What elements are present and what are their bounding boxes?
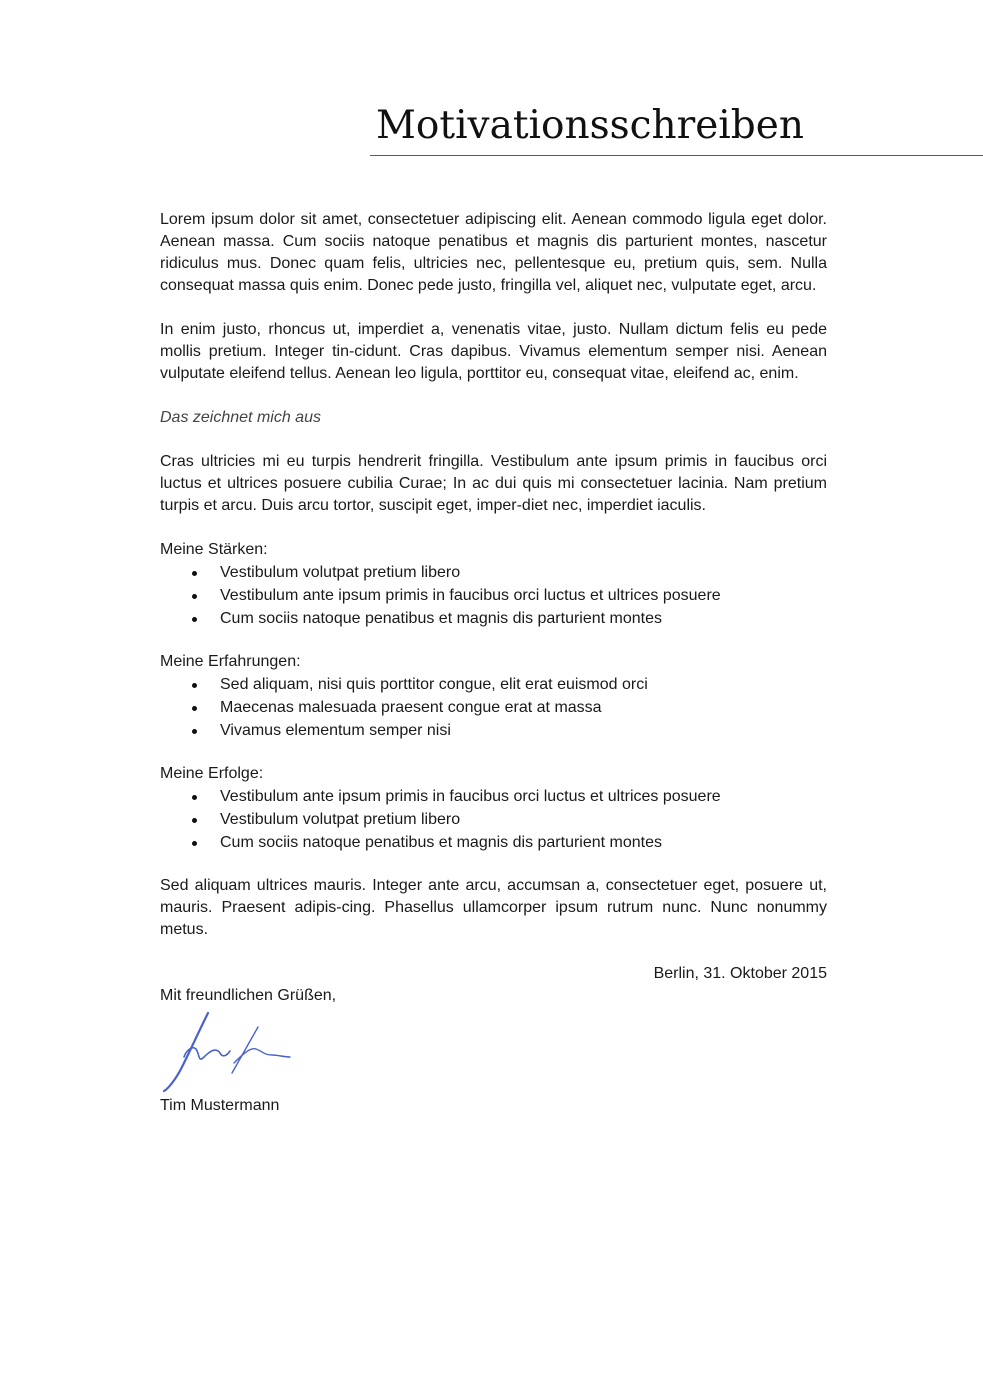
bullet-icon — [192, 683, 197, 688]
successes-list — [160, 785, 827, 854]
list-item-text: Cum sociis natoque penatibus et magnis dis parturient montes — [220, 610, 663, 627]
closing-greeting: Mit freundlichen Grüßen, — [160, 987, 337, 1004]
list-item — [160, 673, 827, 696]
list-item-text: Sed aliquam, nisi quis porttitor congue, elit erat euismod orci — [220, 676, 648, 693]
bullet-icon — [192, 841, 197, 846]
experiences-list — [160, 673, 827, 742]
second-paragraph: In enim justo, rhoncus ut, imperdiet a, venenatis vitae, justo. Nullam dictum felis eu pede mollis pretium. Integer tin-cidunt. Cras dapibus. Vivamus elementum semper nisi. Aenean vulputate eleifend tellus. Aenean leo ligula, porttitor eu, consequat vitae, eleifend ac, enim. — [160, 321, 827, 382]
list-item — [160, 808, 827, 831]
bullet-icon — [192, 594, 197, 599]
intro-paragraph: Lorem ipsum dolor sit amet, consectetuer adipiscing elit. Aenean commodo ligula eget dolor. Aenean massa. Cum sociis natoque penatibus et magnis dis parturient montes, nascetur ridiculus mus. Donec quam felis, ultricies nec, pellentesque eu, pretium quis, sem. Nulla consequat massa quis enim. Donec pede justo, fringilla vel, aliquet nec, vulputate eget, arcu. — [160, 211, 827, 294]
strengths-label: Meine Stärken: — [160, 541, 268, 558]
bullet-icon — [192, 706, 197, 711]
closing-paragraph: Sed aliquam ultrices mauris. Integer ante arcu, accumsan a, consectetuer eget, posuere ut, mauris. Praesent adipis-cing. Phasellus ullamcorper ipsum rutrum nunc. Nunc nonummy metus. — [160, 877, 827, 938]
list-item — [160, 719, 827, 742]
place-date: Berlin, 31. Oktober 2015 — [653, 965, 827, 982]
list-item-text: Vestibulum ante ipsum primis in faucibus orci luctus et ultrices posuere — [220, 788, 721, 805]
list-item-text: Vestibulum volutpat pretium libero — [220, 564, 461, 581]
list-item — [160, 607, 827, 630]
letter-body — [160, 209, 827, 1117]
list-item — [160, 584, 827, 607]
bullet-icon — [192, 729, 197, 734]
list-item-text: Maecenas malesuada praesent congue erat at massa — [220, 699, 602, 716]
list-item-text: Vestibulum volutpat pretium libero — [220, 811, 461, 828]
section-subheading: Das zeichnet mich aus — [160, 409, 321, 426]
list-item-text: Vivamus elementum semper nisi — [220, 722, 451, 739]
strengths-list — [160, 561, 827, 630]
list-item-text: Vestibulum ante ipsum primis in faucibus orci luctus et ultrices posuere — [220, 587, 721, 604]
page-title: Motivationsschreiben — [376, 103, 804, 148]
bullet-icon — [192, 617, 197, 622]
list-item — [160, 561, 827, 584]
list-item — [160, 831, 827, 854]
signer-name: Tim Mustermann — [160, 1097, 280, 1114]
list-item-text: Cum sociis natoque penatibus et magnis dis parturient montes — [220, 834, 663, 851]
signature-strokes — [164, 1013, 290, 1091]
experiences-label: Meine Erfahrungen: — [160, 653, 301, 670]
list-item — [160, 696, 827, 719]
signature-image — [160, 1011, 300, 1095]
title-underline — [370, 155, 983, 156]
bullet-icon — [192, 571, 197, 576]
successes-label: Meine Erfolge: — [160, 765, 264, 782]
bullet-icon — [192, 818, 197, 823]
third-paragraph: Cras ultricies mi eu turpis hendrerit fringilla. Vestibulum ante ipsum primis in faucibus orci luctus et ultrices posuere cubilia Curae; In ac dui quis mi consectetuer lacinia. Nam pretium turpis et arcu. Duis arcu tortor, suscipit eget, imper-diet nec, imperdiet iaculis. — [160, 453, 827, 514]
list-item — [160, 785, 827, 808]
bullet-icon — [192, 795, 197, 800]
